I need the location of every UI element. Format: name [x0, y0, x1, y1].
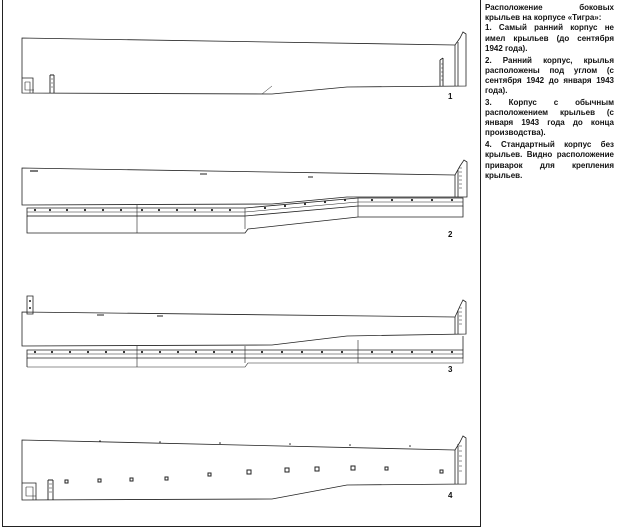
- caption-intro: Расположение боковых крыльев на корпусе «Тигра»:: [485, 3, 614, 23]
- figure-number-3: 3: [448, 365, 453, 374]
- caption-item-3: 3. Корпус с обычным расположением крыльев (с января 1943 года до конца производства).: [485, 97, 614, 138]
- hull-drawing-2: [22, 160, 467, 239]
- caption-item-2: 2. Ранний корпус, крылья расположены под углом (с сентября 1942 до января 1943 года).: [485, 55, 614, 96]
- figure-number-2: 2: [448, 230, 453, 239]
- figure-number-4: 4: [448, 491, 453, 500]
- hull-drawing-4: [22, 436, 466, 500]
- figure-caption: [485, 3, 614, 182]
- hull-drawing-1: [22, 32, 466, 101]
- caption-item-4: 4. Стандартный корпус без крыльев. Видно расположение приварок для крепления крыльев.: [485, 140, 614, 180]
- caption-item-1: 1. Самый ранний корпус не имел крыльев (до сентября 1942 года).: [485, 23, 614, 53]
- figure-number-1: 1: [448, 92, 453, 101]
- hull-drawing-3: [22, 296, 466, 374]
